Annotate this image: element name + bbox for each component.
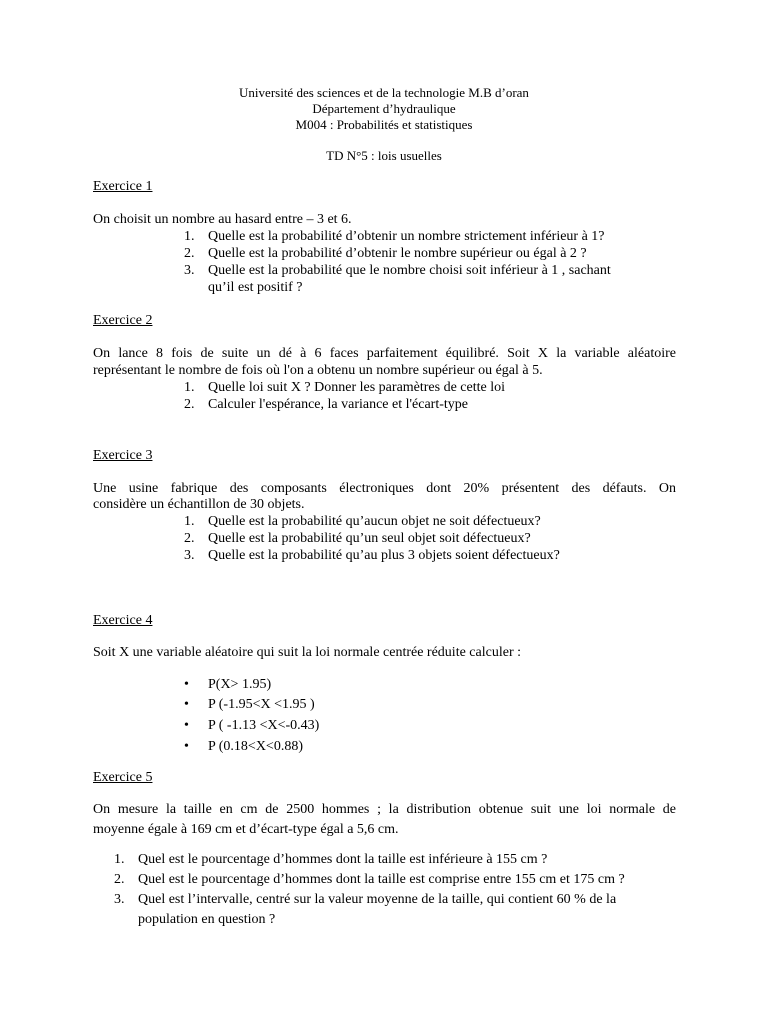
exercise-3-title: Exercice 3 [93, 448, 153, 463]
item-number: 2. [184, 397, 195, 412]
bullet-icon: • [184, 718, 189, 733]
item-number: 1. [184, 514, 195, 529]
exercise-5-intro-line-1: On mesure la taille en cm de 2500 hommes ; la distribution obtenue suit une loi normale de [93, 802, 676, 817]
item-text: Quelle est la probabilité que le nombre choisi soit inférieur à 1 , sachant [208, 263, 611, 278]
course-title: M004 : Probabilités et statistiques [295, 117, 473, 132]
item-text: P (0.18<X<0.88) [208, 739, 303, 754]
item-text: Quel est le pourcentage d’hommes dont la taille est inférieure à 155 cm ? [138, 852, 548, 867]
item-text: Quel est le pourcentage d’hommes dont la taille est comprise entre 155 cm et 175 cm ? [138, 872, 625, 887]
item-number: 1. [184, 229, 195, 244]
item-text: P(X> 1.95) [208, 677, 272, 692]
item-text: Quelle est la probabilité qu’au plus 3 objets soient défectueux? [208, 548, 560, 563]
item-number: 2. [184, 246, 195, 261]
exercise-5-title: Exercice 5 [93, 770, 153, 785]
item-number: 2. [114, 872, 125, 887]
item-text-continuation: qu’il est positif ? [208, 280, 303, 295]
item-text: P (-1.95<X <1.95 ) [208, 697, 315, 712]
item-number: 3. [184, 263, 195, 278]
exercise-1-title: Exercice 1 [93, 179, 153, 194]
item-number: 2. [184, 531, 195, 546]
item-text-continuation: population en question ? [138, 912, 276, 927]
item-text: P ( -1.13 <X<-0.43) [208, 718, 320, 733]
item-number: 1. [184, 380, 195, 395]
item-number: 3. [184, 548, 195, 563]
bullet-icon: • [184, 739, 189, 754]
exercise-2-intro-line-2: représentant le nombre de fois où l'on a obtenu un nombre supérieur ou égal à 5. [93, 363, 543, 378]
list-item [0, 739, 768, 757]
exercise-2-title: Exercice 2 [93, 313, 153, 328]
exercise-1-intro: On choisit un nombre au hasard entre – 3 et 6. [93, 212, 352, 227]
item-text: Quelle loi suit X ? Donner les paramètres de cette loi [208, 380, 506, 395]
item-number: 3. [114, 892, 125, 907]
university-name: Université des sciences et de la technologie M.B d’oran [239, 85, 529, 100]
exercise-5-intro-line-2: moyenne égale à 169 cm et d’écart-type égal a 5,6 cm. [93, 822, 399, 837]
item-text: Quelle est la probabilité qu’aucun objet ne soit défectueux? [208, 514, 541, 529]
td-title: TD N°5 : lois usuelles [326, 148, 442, 163]
list-item [0, 718, 768, 736]
list-item [0, 697, 768, 715]
exercise-3-intro-line-2: considère un échantillon de 30 objets. [93, 497, 305, 512]
item-text: Quel est l’intervalle, centré sur la valeur moyenne de la taille, qui contient 60 % de la [138, 892, 617, 907]
exercise-4-title: Exercice 4 [93, 613, 153, 628]
item-text: Calculer l'espérance, la variance et l'écart-type [208, 397, 468, 412]
list-item [0, 677, 768, 695]
department-name: Département d’hydraulique [312, 101, 456, 116]
item-text: Quelle est la probabilité d’obtenir un nombre strictement inférieur à 1? [208, 229, 605, 244]
exercise-4-intro: Soit X une variable aléatoire qui suit la loi normale centrée réduite calculer : [93, 645, 521, 660]
item-text: Quelle est la probabilité d’obtenir le nombre supérieur ou égal à 2 ? [208, 246, 587, 261]
exercise-3-intro-line-1: Une usine fabrique des composants électroniques dont 20% présentent des défauts. On [93, 481, 676, 496]
item-number: 1. [114, 852, 125, 867]
exercise-2-intro-line-1: On lance 8 fois de suite un dé à 6 faces parfaitement équilibré. Soit X la variable aléatoire [93, 346, 676, 361]
bullet-icon: • [184, 677, 189, 692]
item-text: Quelle est la probabilité qu’un seul objet soit défectueux? [208, 531, 531, 546]
bullet-icon: • [184, 697, 189, 712]
